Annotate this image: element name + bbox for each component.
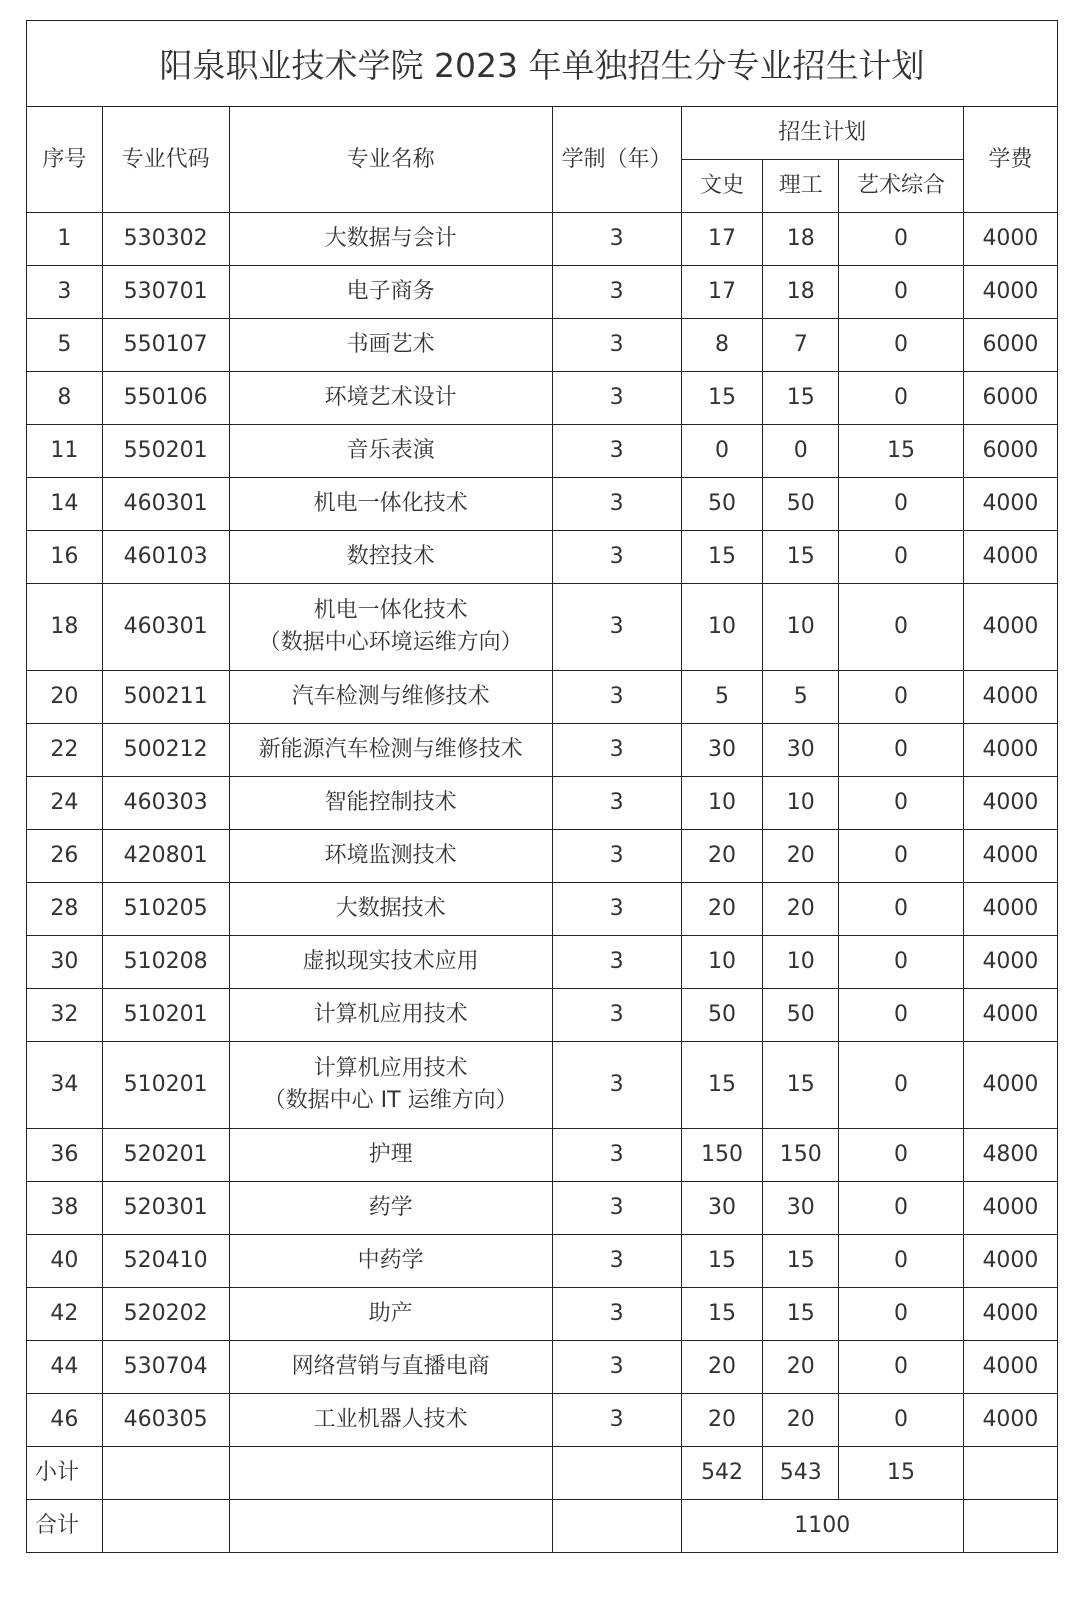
row-yishu: 0 xyxy=(839,266,964,319)
row-years: 3 xyxy=(552,989,681,1042)
row-yishu: 0 xyxy=(839,671,964,724)
row-fee: 4000 xyxy=(963,777,1057,830)
row-years: 3 xyxy=(552,1129,681,1182)
header-years: 学制（年） xyxy=(552,107,681,213)
row-wenshi: 10 xyxy=(681,936,763,989)
row-fee: 4000 xyxy=(963,989,1057,1042)
row-code: 520202 xyxy=(102,1288,229,1341)
row-yishu: 0 xyxy=(839,584,964,671)
row-code: 500212 xyxy=(102,724,229,777)
row-fee: 4000 xyxy=(963,1235,1057,1288)
row-yishu: 0 xyxy=(839,1235,964,1288)
row-fee: 4000 xyxy=(963,1394,1057,1447)
row-code: 510205 xyxy=(102,883,229,936)
row-ligong: 20 xyxy=(763,883,839,936)
row-fee: 6000 xyxy=(963,319,1057,372)
table-row xyxy=(27,883,1058,936)
row-wenshi: 30 xyxy=(681,724,763,777)
row-seq: 28 xyxy=(27,883,103,936)
row-yishu: 0 xyxy=(839,1182,964,1235)
table-row xyxy=(27,425,1058,478)
row-yishu: 0 xyxy=(839,1129,964,1182)
row-name xyxy=(229,883,552,936)
row-fee: 4000 xyxy=(963,724,1057,777)
subtotal-empty-name xyxy=(229,1447,552,1500)
row-ligong: 30 xyxy=(763,1182,839,1235)
table-row xyxy=(27,531,1058,584)
row-ligong: 150 xyxy=(763,1129,839,1182)
row-name-main: 书画艺术 xyxy=(346,332,435,358)
row-seq: 16 xyxy=(27,531,103,584)
row-ligong: 7 xyxy=(763,319,839,372)
row-wenshi: 15 xyxy=(681,1042,763,1129)
row-name-main: 助产 xyxy=(368,1301,413,1327)
row-years: 3 xyxy=(552,266,681,319)
row-wenshi: 150 xyxy=(681,1129,763,1182)
table-row xyxy=(27,1182,1058,1235)
row-name xyxy=(229,531,552,584)
row-seq: 14 xyxy=(27,478,103,531)
subtotal-ligong: 543 xyxy=(763,1447,839,1500)
row-years: 3 xyxy=(552,1341,681,1394)
row-fee: 4000 xyxy=(963,1288,1057,1341)
subtotal-wenshi: 542 xyxy=(681,1447,763,1500)
enrollment-table xyxy=(26,106,1058,1553)
row-years: 3 xyxy=(552,425,681,478)
row-code: 460103 xyxy=(102,531,229,584)
row-name-main: 大数据技术 xyxy=(335,896,446,922)
row-years: 3 xyxy=(552,478,681,531)
total-value: 1100 xyxy=(681,1500,963,1553)
row-years: 3 xyxy=(552,724,681,777)
table-row xyxy=(27,319,1058,372)
row-wenshi: 30 xyxy=(681,1182,763,1235)
row-wenshi: 8 xyxy=(681,319,763,372)
total-empty-fee xyxy=(963,1500,1057,1553)
row-name xyxy=(229,671,552,724)
row-wenshi: 10 xyxy=(681,777,763,830)
row-name xyxy=(229,1394,552,1447)
table-row xyxy=(27,266,1058,319)
total-empty-name xyxy=(229,1500,552,1553)
row-code: 510208 xyxy=(102,936,229,989)
header-fee: 学费 xyxy=(963,107,1057,213)
row-name xyxy=(229,1129,552,1182)
row-name-direction: （数据中心 IT 运维方向） xyxy=(263,1088,518,1113)
row-years: 3 xyxy=(552,1288,681,1341)
row-ligong: 15 xyxy=(763,1235,839,1288)
row-name-main: 网络营销与直播电商 xyxy=(291,1354,490,1380)
header-code: 专业代码 xyxy=(102,107,229,213)
row-yishu: 0 xyxy=(839,1042,964,1129)
row-name-main: 汽车检测与维修技术 xyxy=(291,684,490,710)
row-code: 460305 xyxy=(102,1394,229,1447)
subtotal-empty-code xyxy=(102,1447,229,1500)
table-row xyxy=(27,1341,1058,1394)
row-name-main: 音乐表演 xyxy=(346,438,435,464)
row-fee: 4000 xyxy=(963,266,1057,319)
row-wenshi: 20 xyxy=(681,830,763,883)
subtotal-label: 小计 xyxy=(27,1447,103,1500)
page-title: 阳泉职业技术学院 2023 年单独招生分专业招生计划 xyxy=(26,20,1058,106)
table-row xyxy=(27,372,1058,425)
row-name-direction: （数据中心环境运维方向） xyxy=(258,630,523,655)
table-row xyxy=(27,1288,1058,1341)
row-name-main: 电子商务 xyxy=(346,279,435,305)
row-seq: 38 xyxy=(27,1182,103,1235)
total-label: 合计 xyxy=(27,1500,103,1553)
row-name xyxy=(229,989,552,1042)
row-ligong: 10 xyxy=(763,936,839,989)
total-empty-years xyxy=(552,1500,681,1553)
row-name-main: 中药学 xyxy=(357,1248,424,1274)
row-fee: 4000 xyxy=(963,584,1057,671)
row-name xyxy=(229,478,552,531)
row-name xyxy=(229,213,552,266)
row-wenshi: 5 xyxy=(681,671,763,724)
row-wenshi: 15 xyxy=(681,1235,763,1288)
table-row xyxy=(27,1394,1058,1447)
row-years: 3 xyxy=(552,936,681,989)
row-name-main: 机电一体化技术 xyxy=(313,598,468,624)
row-name xyxy=(229,266,552,319)
row-ligong: 5 xyxy=(763,671,839,724)
row-wenshi: 15 xyxy=(681,372,763,425)
row-ligong: 20 xyxy=(763,1341,839,1394)
row-fee: 4000 xyxy=(963,478,1057,531)
row-name xyxy=(229,372,552,425)
row-wenshi: 20 xyxy=(681,1341,763,1394)
row-seq: 20 xyxy=(27,671,103,724)
row-name xyxy=(229,1288,552,1341)
row-code: 460303 xyxy=(102,777,229,830)
row-code: 520301 xyxy=(102,1182,229,1235)
row-ligong: 50 xyxy=(763,478,839,531)
document xyxy=(26,20,1058,1553)
row-yishu: 0 xyxy=(839,936,964,989)
row-fee: 4000 xyxy=(963,830,1057,883)
row-seq: 22 xyxy=(27,724,103,777)
total-empty-code xyxy=(102,1500,229,1553)
row-wenshi: 0 xyxy=(681,425,763,478)
row-wenshi: 50 xyxy=(681,989,763,1042)
row-yishu: 0 xyxy=(839,989,964,1042)
row-wenshi: 15 xyxy=(681,531,763,584)
row-code: 530302 xyxy=(102,213,229,266)
row-seq: 1 xyxy=(27,213,103,266)
row-fee: 4000 xyxy=(963,1042,1057,1129)
row-years: 3 xyxy=(552,1394,681,1447)
row-code: 460301 xyxy=(102,584,229,671)
table-row xyxy=(27,213,1058,266)
row-fee: 6000 xyxy=(963,425,1057,478)
row-name-main: 工业机器人技术 xyxy=(313,1407,468,1433)
row-yishu: 0 xyxy=(839,372,964,425)
row-seq: 18 xyxy=(27,584,103,671)
row-code: 500211 xyxy=(102,671,229,724)
subtotal-empty-years xyxy=(552,1447,681,1500)
row-yishu: 0 xyxy=(839,478,964,531)
row-name xyxy=(229,936,552,989)
row-fee: 4000 xyxy=(963,671,1057,724)
row-yishu: 0 xyxy=(839,883,964,936)
row-fee: 4000 xyxy=(963,936,1057,989)
row-name-main: 计算机应用技术 xyxy=(313,1056,468,1082)
row-seq: 36 xyxy=(27,1129,103,1182)
row-name-main: 护理 xyxy=(368,1142,413,1168)
table-row xyxy=(27,1235,1058,1288)
row-ligong: 15 xyxy=(763,531,839,584)
header-row xyxy=(27,107,1058,160)
table-row xyxy=(27,1042,1058,1129)
header-seq: 序号 xyxy=(27,107,103,213)
row-seq: 11 xyxy=(27,425,103,478)
row-ligong: 18 xyxy=(763,266,839,319)
row-name-main: 环境监测技术 xyxy=(324,843,457,869)
row-ligong: 15 xyxy=(763,1042,839,1129)
row-code: 510201 xyxy=(102,989,229,1042)
row-wenshi: 50 xyxy=(681,478,763,531)
row-seq: 8 xyxy=(27,372,103,425)
row-wenshi: 17 xyxy=(681,213,763,266)
row-years: 3 xyxy=(552,584,681,671)
row-yishu: 0 xyxy=(839,830,964,883)
row-wenshi: 15 xyxy=(681,1288,763,1341)
table-row xyxy=(27,777,1058,830)
row-years: 3 xyxy=(552,372,681,425)
row-ligong: 50 xyxy=(763,989,839,1042)
row-name-main: 大数据与会计 xyxy=(324,226,457,252)
row-years: 3 xyxy=(552,883,681,936)
row-name xyxy=(229,724,552,777)
header-plan: 招生计划 xyxy=(681,107,963,160)
row-years: 3 xyxy=(552,1042,681,1129)
row-name-main: 计算机应用技术 xyxy=(313,1002,468,1028)
row-code: 550107 xyxy=(102,319,229,372)
row-yishu: 0 xyxy=(839,724,964,777)
row-fee: 4000 xyxy=(963,1182,1057,1235)
row-code: 550106 xyxy=(102,372,229,425)
row-yishu: 0 xyxy=(839,1394,964,1447)
row-code: 460301 xyxy=(102,478,229,531)
row-fee: 6000 xyxy=(963,372,1057,425)
row-ligong: 18 xyxy=(763,213,839,266)
row-seq: 46 xyxy=(27,1394,103,1447)
row-years: 3 xyxy=(552,213,681,266)
row-name-main: 虚拟现实技术应用 xyxy=(302,949,479,975)
row-fee: 4000 xyxy=(963,531,1057,584)
row-yishu: 0 xyxy=(839,531,964,584)
row-wenshi: 10 xyxy=(681,584,763,671)
table-row xyxy=(27,584,1058,671)
row-seq: 26 xyxy=(27,830,103,883)
table-row xyxy=(27,724,1058,777)
row-seq: 24 xyxy=(27,777,103,830)
row-name-main: 机电一体化技术 xyxy=(313,491,468,517)
row-code: 530704 xyxy=(102,1341,229,1394)
row-seq: 40 xyxy=(27,1235,103,1288)
subtotal-yishu: 15 xyxy=(839,1447,964,1500)
row-fee: 4800 xyxy=(963,1129,1057,1182)
row-name-main: 药学 xyxy=(368,1195,413,1221)
row-fee: 4000 xyxy=(963,213,1057,266)
row-name-main: 环境艺术设计 xyxy=(324,385,457,411)
row-seq: 5 xyxy=(27,319,103,372)
table-row xyxy=(27,671,1058,724)
table-body xyxy=(27,213,1058,1447)
row-years: 3 xyxy=(552,671,681,724)
total-row xyxy=(27,1500,1058,1553)
row-code: 420801 xyxy=(102,830,229,883)
row-years: 3 xyxy=(552,319,681,372)
row-years: 3 xyxy=(552,1235,681,1288)
row-seq: 30 xyxy=(27,936,103,989)
row-years: 3 xyxy=(552,777,681,830)
row-name xyxy=(229,1341,552,1394)
row-fee: 4000 xyxy=(963,883,1057,936)
row-code: 520201 xyxy=(102,1129,229,1182)
table-row xyxy=(27,1129,1058,1182)
row-name-main: 智能控制技术 xyxy=(324,790,457,816)
row-name xyxy=(229,830,552,883)
row-code: 530701 xyxy=(102,266,229,319)
header-wenshi: 文史 xyxy=(681,160,763,213)
row-yishu: 15 xyxy=(839,425,964,478)
row-seq: 42 xyxy=(27,1288,103,1341)
row-yishu: 0 xyxy=(839,1341,964,1394)
row-name xyxy=(229,1182,552,1235)
row-seq: 44 xyxy=(27,1341,103,1394)
row-name xyxy=(229,425,552,478)
row-fee: 4000 xyxy=(963,1341,1057,1394)
row-ligong: 0 xyxy=(763,425,839,478)
row-ligong: 15 xyxy=(763,372,839,425)
row-years: 3 xyxy=(552,1182,681,1235)
row-ligong: 10 xyxy=(763,777,839,830)
row-ligong: 15 xyxy=(763,1288,839,1341)
row-name xyxy=(229,584,552,671)
row-wenshi: 20 xyxy=(681,883,763,936)
row-seq: 3 xyxy=(27,266,103,319)
row-ligong: 20 xyxy=(763,830,839,883)
row-yishu: 0 xyxy=(839,213,964,266)
row-name xyxy=(229,777,552,830)
row-code: 510201 xyxy=(102,1042,229,1129)
row-yishu: 0 xyxy=(839,777,964,830)
row-years: 3 xyxy=(552,830,681,883)
row-wenshi: 17 xyxy=(681,266,763,319)
row-yishu: 0 xyxy=(839,319,964,372)
row-seq: 34 xyxy=(27,1042,103,1129)
row-seq: 32 xyxy=(27,989,103,1042)
table-row xyxy=(27,989,1058,1042)
row-ligong: 10 xyxy=(763,584,839,671)
row-name xyxy=(229,1235,552,1288)
row-wenshi: 20 xyxy=(681,1394,763,1447)
table-row xyxy=(27,830,1058,883)
row-ligong: 30 xyxy=(763,724,839,777)
subtotal-empty-fee xyxy=(963,1447,1057,1500)
row-name-main: 数控技术 xyxy=(346,544,435,570)
row-name xyxy=(229,319,552,372)
row-ligong: 20 xyxy=(763,1394,839,1447)
subtotal-row xyxy=(27,1447,1058,1500)
header-ligong: 理工 xyxy=(763,160,839,213)
row-name-main: 新能源汽车检测与维修技术 xyxy=(258,737,523,763)
row-yishu: 0 xyxy=(839,1288,964,1341)
header-yishu: 艺术综合 xyxy=(839,160,964,213)
row-name xyxy=(229,1042,552,1129)
table-row xyxy=(27,478,1058,531)
row-code: 550201 xyxy=(102,425,229,478)
row-code: 520410 xyxy=(102,1235,229,1288)
row-years: 3 xyxy=(552,531,681,584)
table-row xyxy=(27,936,1058,989)
header-name: 专业名称 xyxy=(229,107,552,213)
